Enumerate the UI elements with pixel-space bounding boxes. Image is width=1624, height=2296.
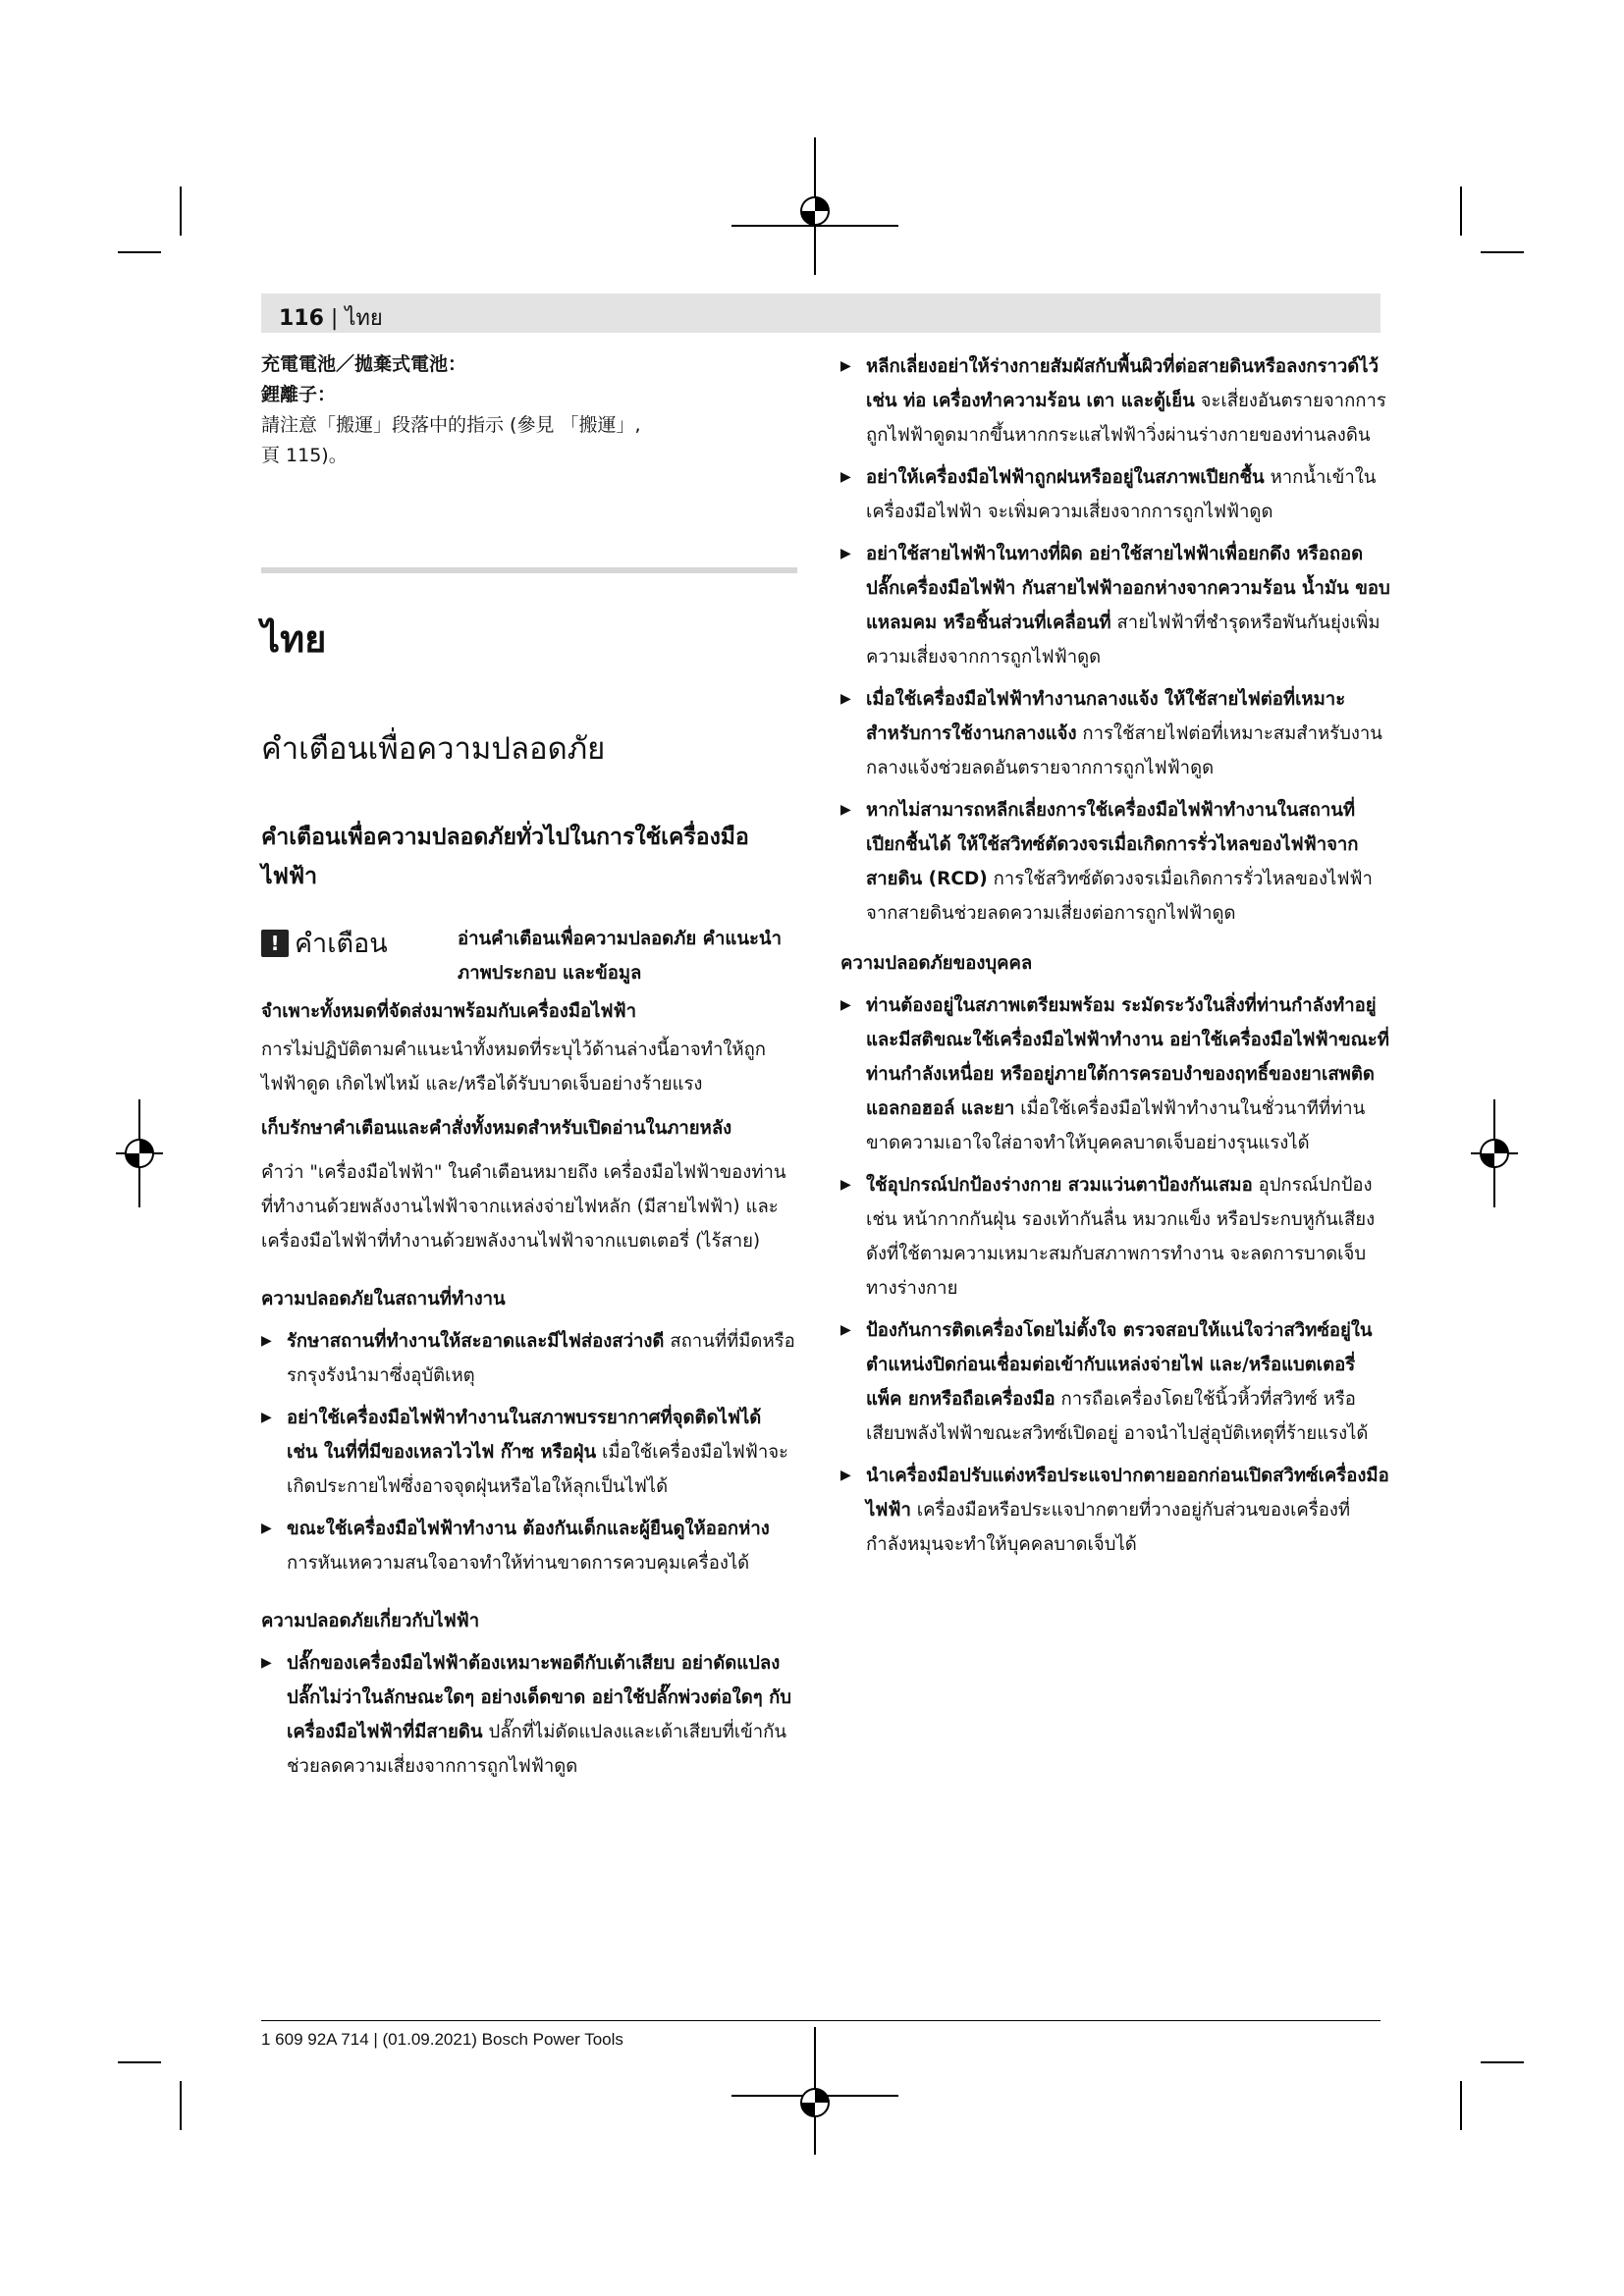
footer-rule xyxy=(261,2020,1380,2021)
registration-target-icon xyxy=(731,2027,898,2155)
crop-mark xyxy=(1460,187,1462,236)
right-column xyxy=(840,349,1390,1562)
list-item: ▶ อย่าใช้สายไฟฟ้าในทางที่ผิด อย่าใช้สายไฟฟ้าเพื่อยกดึง หรือถอดปลั๊กเครื่องมือไฟฟ้า กันสายไฟฟ้าออกห่างจากความร้อน น้ำมัน ขอบแหลมคม หรือชิ้นส่วนที่เคลื่อนที่ สายไฟฟ้าที่ชำรุดหรือพันกันยุ่งเพิ่มความเสี่ยงจากการถูกไฟฟ้าดูด xyxy=(840,537,1390,674)
header-language: ไทย xyxy=(345,306,383,331)
list-item: ▶ รักษาสถานที่ทำงานให้สะอาดและมีไฟส่องสว่างดี สถานที่ที่มืดหรือรกรุงรังนำมาซึ่งอุบัติเหตุ xyxy=(261,1324,797,1393)
crop-mark xyxy=(180,2081,182,2130)
cjk-transport-note: 請注意「搬運」段落中的指示 (參見 「搬運」, xyxy=(261,414,641,436)
list-item: ▶ ท่านต้องอยู่ในสภาพเตรียมพร้อม ระมัดระวังในสิ่งที่ท่านกำลังทำอยู่ และมีสติขณะใช้เครื่องมือไฟฟ้าทำงาน อย่าใช้เครื่องมือไฟฟ้าขณะที่ท่านกำลังเหนื่อย หรืออยู่ภายใต้การครอบงำของฤทธิ์ของยาเสพติด แอลกอฮอล์ และยา เมื่อใช้เครื่องมือไฟฟ้าทำงานในชั่วนาทีที่ท่านขาดความเอาใจใส่อาจทำให้บุคคลบาดเจ็บอย่างรุนแรงได้ xyxy=(840,988,1390,1160)
registration-target-icon xyxy=(731,137,898,275)
warning-label-text: คำเตือน xyxy=(295,929,388,959)
cjk-battery-title: 充電電池／拋棄式電池： xyxy=(261,353,467,375)
warning-label xyxy=(261,922,458,964)
work-area-title: ความปลอดภัยในสถานที่ทำงาน xyxy=(261,1289,506,1309)
list-item: ▶ หลีกเลี่ยงอย่าให้ร่างกายสัมผัสกับพื้นผิวที่ต่อสายดินหรือลงกราวด์ไว้ เช่น ท่อ เครื่องทำความร้อน เตา และตู้เย็น จะเสี่ยงอันตรายจากการถูกไฟฟ้าดูดมากขึ้นหากกระแสไฟฟ้าวิ่งผ่านร่างกายของท่านลงดิน xyxy=(840,349,1390,453)
list-item: ▶ ใช้อุปกรณ์ปกป้องร่างกาย สวมแว่นตาป้องกันเสมอ อุปกรณ์ปกป้อง เช่น หน้ากากกันฝุ่น รองเท้ากันลื่น หมวกแข็ง หรือประกบหูกันเสียงดังที่ใช้ตามความเหมาะสมกับสภาพการทำงาน จะลดการบาดเจ็บทางร่างกาย xyxy=(840,1168,1390,1306)
list-item: ▶ อย่าใช้เครื่องมือไฟฟ้าทำงานในสภาพบรรยากาศที่จุดติดไฟได้ เช่น ในที่ที่มีของเหลวไวไฟ ก๊าซ หรือฝุ่น เมื่อใช้เครื่องมือไฟฟ้าจะเกิดประกายไฟซึ่งอาจจุดฝุ่นหรือไอให้ลุกเป็นไฟได้ xyxy=(261,1401,797,1504)
cjk-page-ref: 頁 115)。 xyxy=(261,445,348,466)
list-item: ▶ ป้องกันการติดเครื่องโดยไม่ตั้งใจ ตรวจสอบให้แน่ใจว่าสวิทซ์อยู่ในตำแหน่งปิดก่อนเชื่อมต่อเข้ากับแหล่งจ่ายไฟ และ/หรือแบตเตอรี่แพ็ค ยกหรือถือเครื่องมือ การถือเครื่องโดยใช้นิ้วหิ้วที่สวิทซ์ หรือเสียบพลังไฟฟ้าขณะสวิทซ์เปิดอยู่ อาจนำไปสู่อุบัติเหตุที่ร้ายแรงได้ xyxy=(840,1313,1390,1451)
power-tool-definition: คำว่า "เครื่องมือไฟฟ้า" ในคำเตือนหมายถึง เครื่องมือไฟฟ้าของท่านที่ทำงานด้วยพลังงานไฟฟ้าจากแหล่งจ่ายไฟหลัก (มีสายไฟฟ้า) และเครื่องมือไฟฟ้าที่ทำงานด้วยพลังงานไฟฟ้าจากแบตเตอรี่ (ไร้สาย) xyxy=(261,1162,786,1252)
list-item: ▶ ขณะใช้เครื่องมือไฟฟ้าทำงาน ต้องกันเด็กและผู้ยืนดูให้ออกห่าง การหันเหความสนใจอาจทำให้ท่านขาดการควบคุมเครื่องได้ xyxy=(261,1512,797,1580)
list-item: ▶ เมื่อใช้เครื่องมือไฟฟ้าทำงานกลางแจ้ง ให้ใช้สายไฟต่อที่เหมาะสำหรับการใช้งานกลางแจ้ง การใช้สายไฟต่อที่เหมาะสมสำหรับงานกลางแจ้งช่วยลดอันตรายจากการถูกไฟฟ้าดูด xyxy=(840,682,1390,785)
crop-mark xyxy=(118,251,161,253)
main-heading: คำเตือนเพื่อความปลอดภัย xyxy=(261,731,606,767)
registration-target-icon xyxy=(116,1099,163,1207)
header-separator: | xyxy=(323,306,346,331)
list-item: ▶ อย่าให้เครื่องมือไฟฟ้าถูกฝนหรืออยู่ในสภาพเปียกชื้น หากน้ำเข้าในเครื่องมือไฟฟ้า จะเพิ่มความเสี่ยงจากการถูกไฟฟ้าดูด xyxy=(840,460,1390,529)
crop-mark xyxy=(180,187,182,236)
list-item: ▶ นำเครื่องมือปรับแต่งหรือประแจปากตายออกก่อนเปิดสวิทซ์เครื่องมือไฟฟ้า เครื่องมือหรือประแจปากตายที่วางอยู่กับส่วนของเครื่องที่กำลังหมุนจะทำให้บุคคลบาดเจ็บได้ xyxy=(840,1459,1390,1562)
cjk-lithium-title: 鋰離子： xyxy=(261,384,337,405)
warning-triangle-icon: ! xyxy=(261,930,289,957)
section-divider xyxy=(261,567,797,573)
page-header-bar xyxy=(261,294,1380,333)
warning-consequence: การไม่ปฏิบัติตามคำแนะนำทั้งหมดที่ระบุไว้ด้านล่างนี้อาจทำให้ถูกไฟฟ้าดูด เกิดไฟไหม้ และ/หรือได้รับบาดเจ็บอย่างร้ายแรง xyxy=(261,1040,766,1095)
crop-mark xyxy=(1481,251,1524,253)
page-number: 116 xyxy=(279,306,324,331)
page-header xyxy=(279,300,383,335)
personal-safety-title: ความปลอดภัยของบุคคล xyxy=(840,953,1033,974)
warning-block xyxy=(261,922,797,990)
electrical-safety-title: ความปลอดภัยเกี่ยวกับไฟฟ้า xyxy=(261,1611,480,1631)
section-title: ไทย xyxy=(261,619,327,661)
crop-mark xyxy=(118,2061,161,2063)
crop-mark xyxy=(1481,2061,1524,2063)
left-column xyxy=(261,349,797,1784)
page-footer: 1 609 92A 714 | (01.09.2021) Bosch Power Tools xyxy=(261,2030,623,2049)
registration-target-icon xyxy=(1471,1099,1518,1207)
warning-continuation: จำเพาะทั้งหมดที่จัดส่งมาพร้อมกับเครื่องมือไฟฟ้า xyxy=(261,1001,637,1022)
crop-mark xyxy=(1460,2081,1462,2130)
sub-heading: คำเตือนเพื่อความปลอดภัยทั่วไปในการใช้เครื่องมือไฟฟ้า xyxy=(261,825,749,889)
warning-lead: อ่านคำเตือนเพื่อความปลอดภัย คำแนะนำ ภาพประกอบ และข้อมูล xyxy=(458,929,782,984)
list-item: ▶ ปลั๊กของเครื่องมือไฟฟ้าต้องเหมาะพอดีกับเต้าเสียบ อย่าดัดแปลงปลั๊กไม่ว่าในลักษณะใดๆ อย่างเด็ดขาด อย่าใช้ปลั๊กพ่วงต่อใดๆ กับเครื่องมือไฟฟ้าที่มีสายดิน ปลั๊กที่ไม่ดัดแปลงและเต้าเสียบที่เข้ากันช่วยลดความเสี่ยงจากการถูกไฟฟ้าดูด xyxy=(261,1646,797,1784)
list-item: ▶ หากไม่สามารถหลีกเลี่ยงการใช้เครื่องมือไฟฟ้าทำงานในสถานที่เปียกชื้นได้ ให้ใช้สวิทซ์ตัดวงจรเมื่อเกิดการรั่วไหลของไฟฟ้าจากสายดิน (RCD) การใช้สวิทซ์ตัดวงจรเมื่อเกิดการรั่วไหลของไฟฟ้าจากสายดินช่วยลดความเสี่ยงต่อการถูกไฟฟ้าดูด xyxy=(840,793,1390,931)
keep-instructions: เก็บรักษาคำเตือนและคำสั่งทั้งหมดสำหรับเปิดอ่านในภายหลัง xyxy=(261,1118,732,1139)
